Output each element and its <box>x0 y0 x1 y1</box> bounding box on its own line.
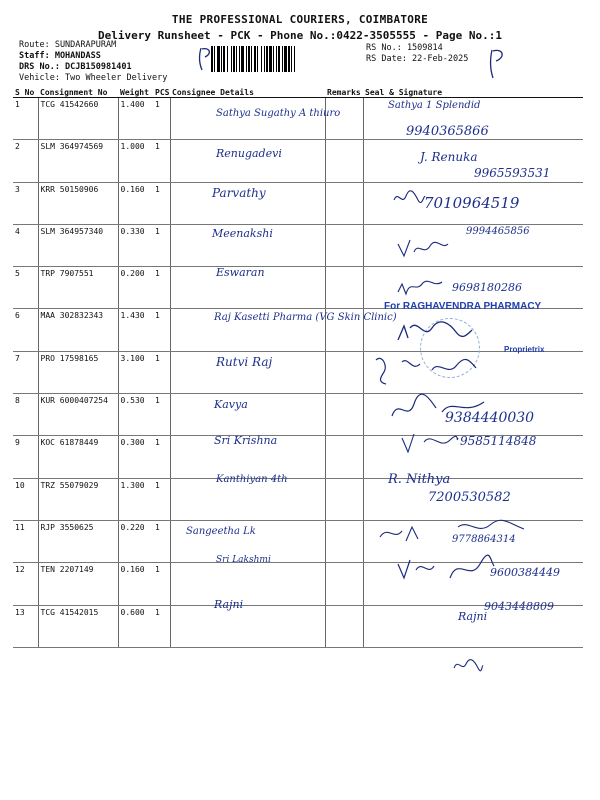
weight-cell: 1.300 <box>118 478 153 520</box>
weight-cell: 1.400 <box>118 98 153 140</box>
pcs-cell: 1 <box>153 563 170 605</box>
sno-cell: 1 <box>13 98 38 140</box>
table-header-row <box>13 87 583 98</box>
vehicle-label: Vehicle: Two Wheeler Delivery <box>19 73 168 83</box>
table-row <box>13 351 583 393</box>
handwriting-r13-sign: Rajni <box>458 610 488 623</box>
weight-cell: 1.430 <box>118 309 153 351</box>
remarks-cell <box>325 140 363 182</box>
sno-cell: 13 <box>13 605 38 647</box>
consignment-cell: RJP 3550625 <box>38 520 118 562</box>
runsheet-subtitle: Delivery Runsheet - PCK - Phone No.:0422-3505555 - Page No.:1 <box>98 29 502 42</box>
weight-cell: 0.600 <box>118 605 153 647</box>
signature-scribble-r9 <box>400 428 460 456</box>
sno-cell: 3 <box>13 182 38 224</box>
signature-scribble-r12 <box>396 552 496 586</box>
sno-cell: 4 <box>13 224 38 266</box>
handwriting-r8-phone: 9384440030 <box>445 410 535 426</box>
staff-label: Staff: MOHANDASS <box>19 51 101 61</box>
consignment-cell: SLM 364957340 <box>38 224 118 266</box>
handwriting-r2-phone: 9965593531 <box>474 166 551 180</box>
handwriting-r10-consignee: Kanthiyan 4th <box>216 474 288 485</box>
signature-scribble-footer <box>452 656 484 674</box>
header-signature-2 <box>485 47 510 81</box>
handwriting-r12-phone: 9600384449 <box>490 566 560 579</box>
barcode <box>211 46 361 72</box>
consignee-cell <box>170 605 325 647</box>
consignment-cell: KOC 61878449 <box>38 436 118 478</box>
signature-scribble-r5 <box>396 276 444 298</box>
handwriting-r4-phone: 9994465856 <box>466 226 530 237</box>
pcs-cell: 1 <box>153 605 170 647</box>
sno-cell: 7 <box>13 351 38 393</box>
col-signature: Seal & Signature <box>363 87 583 98</box>
pcs-cell: 1 <box>153 309 170 351</box>
handwriting-r10-phone: 7200530582 <box>428 490 511 505</box>
consignment-cell: TCG 41542660 <box>38 98 118 140</box>
remarks-cell <box>325 605 363 647</box>
signature-scribble-r3 <box>392 188 426 208</box>
weight-cell: 0.220 <box>118 520 153 562</box>
signature-scribble-r4 <box>396 236 456 260</box>
handwriting-r3-phone: 7010964519 <box>424 194 520 212</box>
handwriting-r12-consignee: Sri Lakshmi <box>216 555 271 565</box>
pcs-cell: 1 <box>153 182 170 224</box>
handwriting-r1-sign: Sathya 1 Splendid <box>388 100 481 111</box>
handwriting-r7-consignee: Rutvi Raj <box>216 355 273 369</box>
consignment-cell: TEN 2207149 <box>38 563 118 605</box>
weight-cell: 0.530 <box>118 394 153 436</box>
pcs-cell: 1 <box>153 224 170 266</box>
handwriting-r2-sign: J. Renuka <box>420 150 478 164</box>
consignment-cell: KRR 50150906 <box>38 182 118 224</box>
handwriting-r1-consignee: Sathya Sugathy A thiuro <box>216 108 341 119</box>
rs-date: RS Date: 22-Feb-2025 <box>366 54 469 64</box>
remarks-cell <box>325 394 363 436</box>
col-pcs: PCS <box>155 88 170 97</box>
consignment-cell: TCG 41542015 <box>38 605 118 647</box>
remarks-cell <box>325 563 363 605</box>
drs-number: DRS No.: DCJB150981401 <box>19 62 132 72</box>
col-consignment: Consignment No <box>38 87 118 98</box>
remarks-cell <box>325 224 363 266</box>
handwriting-r9-consignee: Sri Krishna <box>214 434 278 447</box>
handwriting-r13-consignee: Rajni <box>214 598 244 611</box>
signature-scribble-r8 <box>388 392 488 426</box>
pharmacy-stamp-title: Proprietrix <box>504 345 545 354</box>
consignment-cell: SLM 364974569 <box>38 140 118 182</box>
signature-scribble-r7 <box>372 352 482 390</box>
rs-number: RS No.: 1509814 <box>366 43 443 53</box>
sno-cell: 12 <box>13 563 38 605</box>
pcs-cell: 1 <box>153 520 170 562</box>
remarks-cell <box>325 351 363 393</box>
consignment-cell: KUR 6000407254 <box>38 394 118 436</box>
weight-cell: 0.300 <box>118 436 153 478</box>
signature-scribble-r6 <box>394 318 474 344</box>
remarks-cell <box>325 436 363 478</box>
handwriting-r5-consignee: Eswaran <box>216 266 265 279</box>
handwriting-r3-consignee: Parvathy <box>212 186 266 200</box>
company-title: THE PROFESSIONAL COURIERS, COIMBATORE <box>171 13 429 26</box>
pcs-cell: 1 <box>153 394 170 436</box>
runsheet-meta-left <box>19 40 167 84</box>
weight-cell: 0.200 <box>118 267 153 309</box>
remarks-cell <box>325 478 363 520</box>
signature-scribble-r11 <box>378 515 528 551</box>
weight-cell: 0.160 <box>118 182 153 224</box>
handwriting-r5-phone: 9698180286 <box>452 281 522 294</box>
weight-cell: 3.100 <box>118 351 153 393</box>
runsheet-meta-right <box>366 43 468 65</box>
sno-cell: 11 <box>13 520 38 562</box>
pharmacy-stamp-name: For RAGHAVENDRA PHARMACY <box>384 301 542 312</box>
handwriting-r11-phone: 9778864314 <box>452 534 516 545</box>
sno-cell: 5 <box>13 267 38 309</box>
col-weight: Weight <box>118 87 153 98</box>
handwriting-r10-sign: R. Nithya <box>388 472 451 487</box>
handwriting-r13-phone: 9043448809 <box>484 600 554 613</box>
handwriting-r2-consignee: Renugadevi <box>216 147 282 160</box>
consignee-cell <box>170 563 325 605</box>
weight-cell: 0.160 <box>118 563 153 605</box>
pcs-cell: 1 <box>153 351 170 393</box>
handwriting-r6-consignee: Raj Kasetti Pharma (VG Skin Clinic) <box>214 312 397 323</box>
header-signature-1 <box>195 45 217 73</box>
remarks-cell <box>325 182 363 224</box>
route-label: Route: SUNDARAPURAM <box>19 40 117 50</box>
col-consignee: Consignee Details <box>170 87 325 98</box>
remarks-cell <box>325 520 363 562</box>
weight-cell: 0.330 <box>118 224 153 266</box>
consignment-cell: MAA 302832343 <box>38 309 118 351</box>
pcs-cell: 1 <box>153 436 170 478</box>
pcs-cell: 1 <box>153 98 170 140</box>
handwriting-r1-phone: 9940365866 <box>406 124 489 139</box>
handwriting-r9-phone: 9585114848 <box>460 434 537 448</box>
pcs-cell: 1 <box>153 478 170 520</box>
remarks-cell <box>325 267 363 309</box>
sno-cell: 8 <box>13 394 38 436</box>
col-remarks: Remarks <box>325 87 363 98</box>
col-sno: S No <box>13 87 38 98</box>
sno-cell: 9 <box>13 436 38 478</box>
sno-cell: 2 <box>13 140 38 182</box>
weight-cell: 1.000 <box>118 140 153 182</box>
sno-cell: 6 <box>13 309 38 351</box>
pcs-cell: 1 <box>153 267 170 309</box>
consignment-cell: PRO 17598165 <box>38 351 118 393</box>
handwriting-r4-consignee: Meenakshi <box>212 227 273 240</box>
handwriting-r11-consignee: Sangeetha Lk <box>186 526 256 537</box>
consignment-cell: TRZ 55079029 <box>38 478 118 520</box>
handwriting-r8-consignee: Kavya <box>214 398 248 411</box>
consignment-cell: TRP 7907551 <box>38 267 118 309</box>
pcs-cell: 1 <box>153 140 170 182</box>
sno-cell: 10 <box>13 478 38 520</box>
